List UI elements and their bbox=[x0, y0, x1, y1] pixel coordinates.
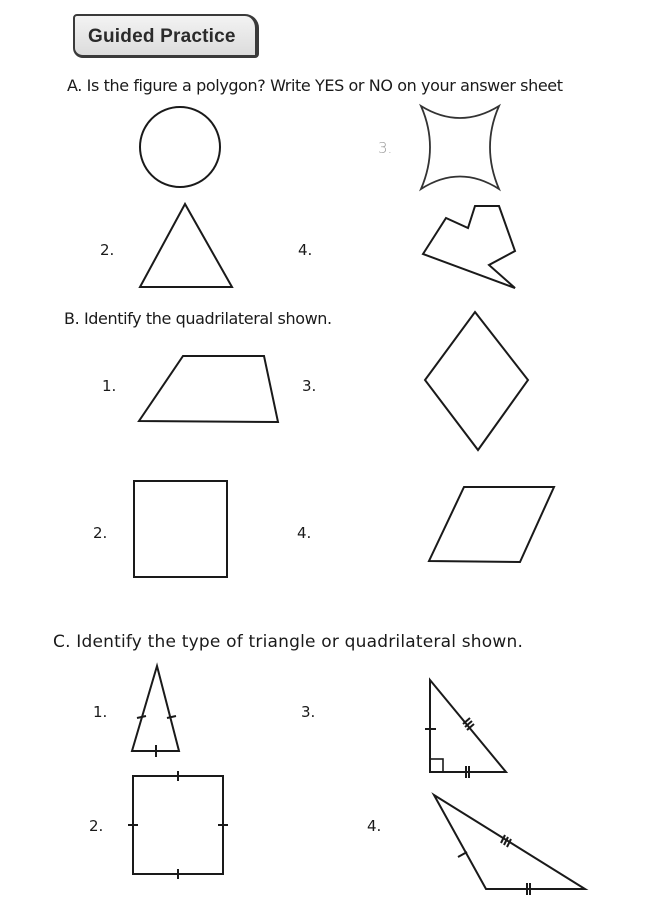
c-isosceles-triangle-figure bbox=[132, 666, 179, 757]
b-item-2-number: 2. bbox=[93, 524, 108, 542]
c-scalene-triangle-figure bbox=[434, 795, 585, 895]
a-circle-figure bbox=[140, 107, 220, 187]
c-item-2-number: 2. bbox=[89, 817, 104, 835]
b-trapezoid-figure bbox=[139, 356, 278, 422]
b-item-4-number: 4. bbox=[297, 524, 312, 542]
b-item-1-number: 1. bbox=[102, 377, 117, 395]
c-right-triangle-figure bbox=[425, 680, 506, 778]
a-item-2-number: 2. bbox=[100, 241, 115, 259]
section-b-heading: B. Identify the quadrilateral shown. bbox=[64, 309, 332, 328]
badge-label: Guided Practice bbox=[88, 26, 236, 47]
b-rhombus-figure bbox=[425, 312, 528, 450]
c-square-figure bbox=[128, 771, 228, 879]
a-astroid-figure bbox=[421, 106, 499, 189]
section-c-heading: C. Identify the type of triangle or quadrilateral shown. bbox=[53, 632, 524, 652]
b-square-figure bbox=[134, 481, 227, 577]
a-item-4-number: 4. bbox=[298, 241, 313, 259]
a-concave-polygon-figure bbox=[423, 206, 515, 288]
c-item-4-number: 4. bbox=[367, 817, 382, 835]
c-item-1-number: 1. bbox=[93, 703, 108, 721]
c-item-3-number: 3. bbox=[301, 703, 316, 721]
a-item-3-number: 3. bbox=[378, 139, 393, 157]
a-triangle-figure bbox=[140, 204, 232, 287]
b-parallelogram-figure bbox=[429, 487, 554, 562]
section-a-heading: A. Is the figure a polygon? Write YES or NO on your answer sheet bbox=[67, 76, 563, 95]
b-item-3-number: 3. bbox=[302, 377, 317, 395]
